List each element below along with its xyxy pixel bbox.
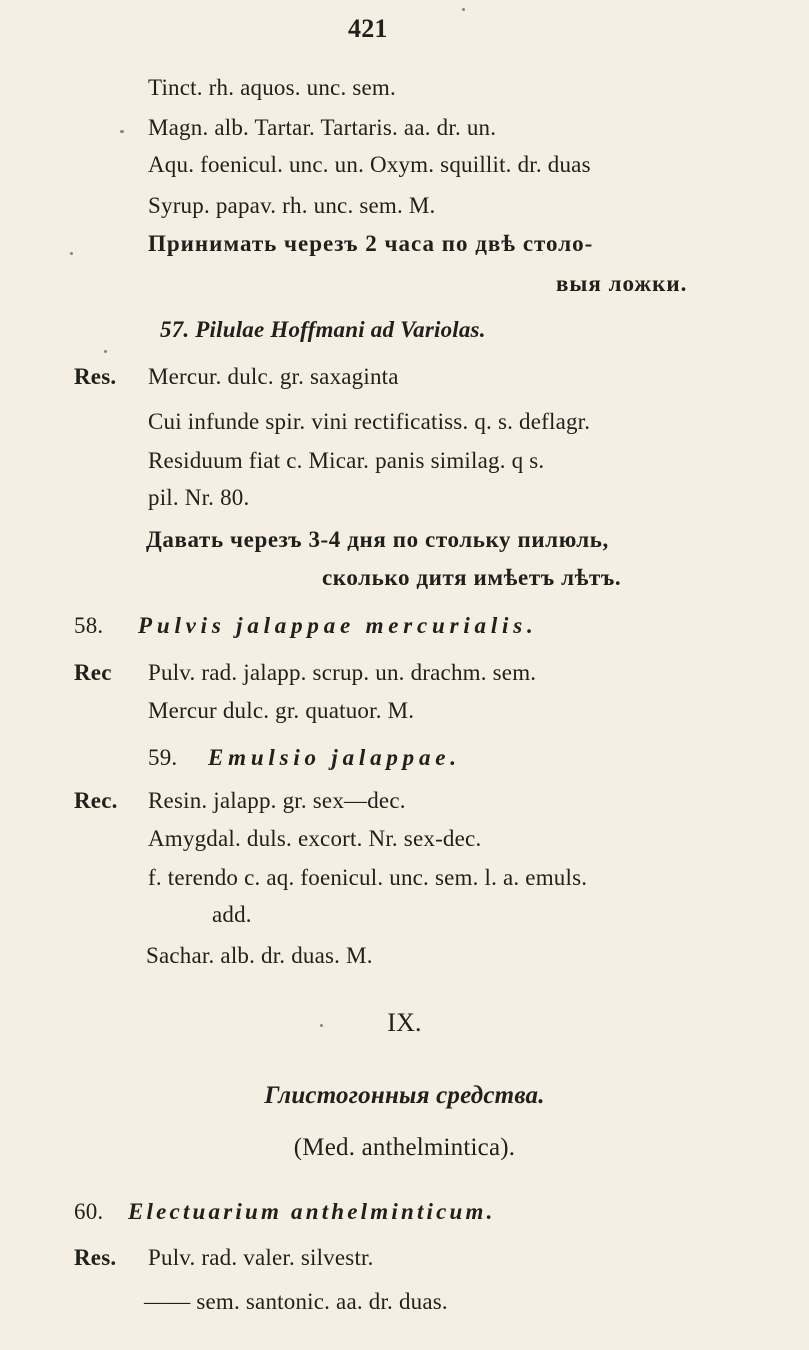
instruction-line: сколько дитя имѣетъ лѣтъ. xyxy=(322,565,622,590)
text-line: Mercur. dulc. gr. saxaginta xyxy=(148,364,399,389)
text-line: Magn. alb. Tartar. Tartaris. aa. dr. un. xyxy=(148,115,497,140)
section-title: Глистогонныя средства. xyxy=(264,1082,545,1109)
text-line: Cui infunde spir. vini rectificatiss. q. s. deflagr. xyxy=(148,409,591,434)
section-subtitle: (Med. anthelmintica). xyxy=(293,1134,516,1161)
recipe-prefix: Res. xyxy=(74,364,117,389)
text-line: Pulv. rad. valer. silvestr. xyxy=(148,1245,374,1270)
instruction-line: выя ложки. xyxy=(556,271,688,296)
text-line: Sachar. alb. dr. duas. M. xyxy=(146,943,373,968)
instruction-line: Принимать черезъ 2 часа по двѣ столо- xyxy=(148,231,594,256)
recipe-heading: Pulvis jalappae mercurialis. xyxy=(138,613,538,638)
recipe-heading: 57. Pilulae Hoffmani ad Variolas. xyxy=(160,317,486,342)
text-line: add. xyxy=(212,902,252,927)
paper-speck xyxy=(120,130,124,133)
text-line: f. terendo c. aq. foenicul. unc. sem. l. a. emuls. xyxy=(148,865,588,890)
recipe-prefix: Rec. xyxy=(74,788,118,813)
text-line: —— sem. santonic. aa. dr. duas. xyxy=(144,1289,448,1314)
text-line: Residuum fiat c. Micar. panis similag. q s. xyxy=(148,448,545,473)
text-line: Syrup. papav. rh. unc. sem. M. xyxy=(148,193,436,218)
recipe-number: 59. xyxy=(148,745,178,770)
paper-speck xyxy=(320,1024,323,1027)
recipe-prefix: Rec xyxy=(74,660,112,685)
text-line: Pulv. rad. jalapp. scrup. un. drachm. sem. xyxy=(148,660,537,685)
text-line: Resin. jalapp. gr. sex—dec. xyxy=(148,788,406,813)
text-line: Mercur dulc. gr. quatuor. M. xyxy=(148,698,415,723)
text-line: Tinct. rh. aquos. unc. sem. xyxy=(148,75,396,100)
recipe-heading: Electuarium anthelminticum. xyxy=(128,1199,496,1224)
recipe-heading: Emulsio jalappae. xyxy=(208,745,461,770)
paper-speck xyxy=(462,8,465,11)
recipe-prefix: Res. xyxy=(74,1245,117,1270)
paper-speck xyxy=(70,252,73,255)
text-line: pil. Nr. 80. xyxy=(148,485,250,510)
section-number: IX. xyxy=(387,1008,422,1037)
page-number: 421 xyxy=(348,14,388,43)
instruction-line: Давать черезъ 3-4 дня по стольку пилюль, xyxy=(146,527,609,552)
recipe-number: 58. xyxy=(74,613,104,638)
text-line: Aqu. foenicul. unc. un. Oxym. squillit. dr. duas xyxy=(148,152,591,177)
paper-speck xyxy=(104,350,107,353)
recipe-number: 60. xyxy=(74,1199,104,1224)
text-line: Amygdal. duls. excort. Nr. sex-dec. xyxy=(148,826,482,851)
